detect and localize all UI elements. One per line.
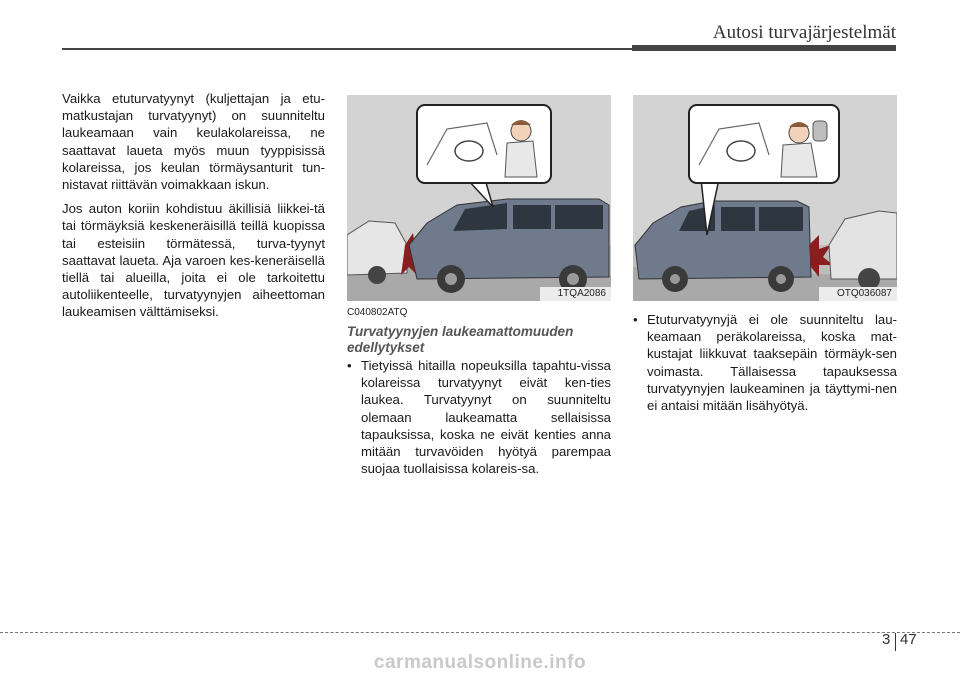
chapter-number: 3: [882, 631, 891, 648]
figure-front-collision: [347, 95, 611, 301]
bullet-text: Tietyissä hitailla nopeuksilla tapahtu-vissa kolareissa turvatyynyt eivät ken-ties laukea. Turvatyynyt on suunniteltu olemaan laukeamatta sellaisissa tapauksissa, koska ne eivät kenties anna mitään turvavöiden hyötyä parempaa suojaa tuollaisissa kolareis-sa.: [361, 358, 611, 477]
watermark: carmanualsonline.info: [373, 652, 587, 673]
section-title: Autosi turvajärjestelmät: [712, 22, 896, 43]
bullet-text: Etuturvatyynyjä ei ole suunniteltu lau-keamaan peräkolareissa, koska mat-kustajat liikkuvat taaksepäin törmäyk-sen voimasta. Tällaisessa tapauksessa turvatyynyjen laukeaminen ja täyttymi-nen ei antaisi mitään lisähyötyä.: [647, 312, 897, 414]
bullet-list-2: [633, 311, 897, 414]
figure-code-label: C040802ATQ: [347, 307, 408, 318]
header-rule-thick: [632, 45, 896, 51]
list-item: [347, 357, 611, 477]
rear-collision-illustration: [633, 95, 897, 301]
figure-tag: 1TQA2086: [540, 287, 611, 301]
list-item: [633, 311, 897, 414]
footer-dashed-rule: [0, 632, 960, 633]
paragraph-2: Jos auton koriin kohdistuu äkillisiä liikkei-tä tai törmäyksiä keskeneräisillä teillä kuopissa tai esteisiin törmätessä, turva-tyynyt saattavat laueta. Aja varoen kes-keneräisellä tiellä tai alueilla, joita ei ole tarkoitettu autoliikenteelle, turvatyynyjen aiheettoman laukeamisen välttämiseksi.: [62, 201, 325, 320]
header-rule-thin: [62, 48, 632, 50]
figure-rear-collision: [633, 95, 897, 301]
bullet-list-1: [347, 357, 611, 477]
figure-tag: OTQ036087: [819, 287, 897, 301]
bullet-dot: •: [347, 358, 352, 373]
bullet-dot: •: [633, 312, 638, 327]
front-collision-illustration: [347, 95, 611, 301]
section-heading: Turvatyynyjen laukeamattomuuden edellytykset: [347, 324, 574, 355]
paragraph-1: Vaikka etuturvatyynyt (kuljettajan ja etu-matkustajan turvatyynyt) on suunniteltu laukeamaan vain keulakolareissa, ne saattavat laueta myös muun tyyppisissä kolareissa, jos keulan törmäysanturit tun-nistavat riittävän voimakkaan iskun.: [62, 91, 325, 193]
column-left: [62, 90, 325, 328]
page-number: 47: [900, 631, 917, 648]
page-separator: [895, 633, 896, 651]
